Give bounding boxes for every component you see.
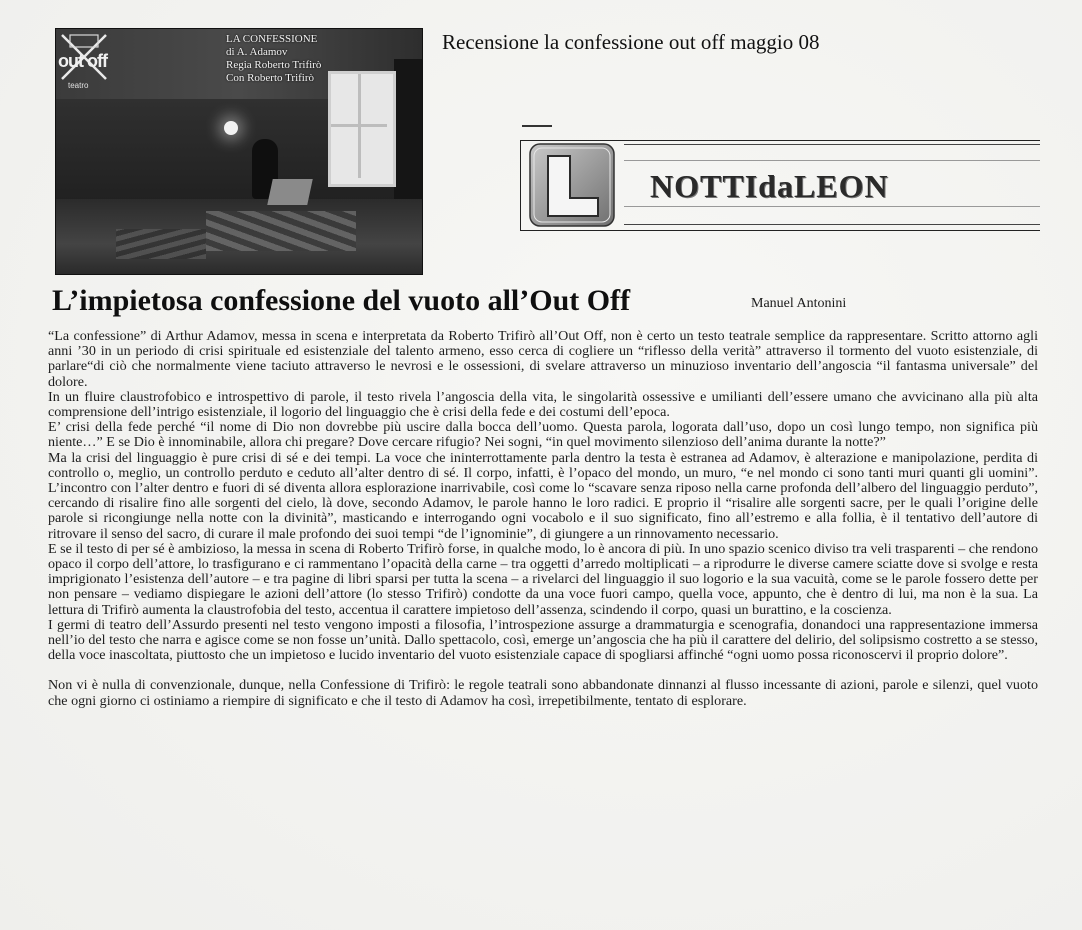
article-headline: L’impietosa confessione del vuoto all’Out Off (52, 284, 631, 317)
article-paragraph: E’ crisi della fede perché “il nome di Dio non dovrebbe più uscire dalla bocca dell’uomo. Questa parola, logorata dall’uso, dopo un così lungo tempo, non significa più niente…” E se Dio è innominabile, allora chi pregare? Dove cercare rifugio? Nei sogni, “in quel movimento silenzioso dell’anima durante la notte?” (48, 419, 1038, 451)
divider (624, 206, 1040, 207)
credit-line: Regia Roberto Trifirò (226, 59, 322, 71)
article-paragraph: Ma la crisi del linguaggio è pure crisi di sé e dei tempi. La voce che ininterrottamente parla dentro la testa è estranea ad Adamov, è alterazione e manipolazione, perdita di controllo o, meglio, un controllo perduto e ceduto all’alter dentro di sé. Il corpo, infatti, è l’opaco del mondo, un muro, “e nel mondo ci sono tanti muri quanti gli uomini”. L’incontro con l’alter dentro e fuori di sé diventa allora esplorazione inarrivabile, così come lo “scavare senza riposo nella carne profonda dell’albero del linguaggio perduto”, cercando di risalire fino alle sorgenti del cielo, là dove, secondo Adamov, le parole hanno le loro radici. E proprio il “risalire alle sorgenti sacre, per le quali l’origine delle parole si ricongiunge nella notte con la divinità”, masticando e interrogando ogni vocabolo e il suo significato, fino all’estremo e alla follia, è il tentativo dell’autore di ritrovare il senso del sacro, di curare il male profondo dei suoi tempi “de l’ignominie”, di giungere a un rinnovamento necessario. (48, 449, 1038, 542)
photo-lamp (224, 121, 238, 135)
photo-credits (226, 33, 321, 85)
logo-subtext: teatro (68, 81, 89, 90)
article-body (48, 329, 1038, 709)
article-paragraph: In un fluire claustrofobico e introspettivo di parole, il testo rivela l’angoscia della vita, le singolarità ossessive e umilianti dell’essere umano che avvicinano alla più alta comprensione dell’intrigo esistenziale, il logorio del linguaggio che è crisi della fede e dei costumi dell’epoca. (48, 388, 1038, 421)
out-off-logo (56, 31, 112, 91)
photo-clutter (206, 211, 356, 251)
credit-line: LA CONFESSIONE (226, 33, 318, 45)
letter-L-icon (526, 142, 618, 228)
divider (520, 140, 521, 230)
divider (624, 160, 1040, 161)
brand-name: NOTTIdaLEON (650, 168, 889, 204)
article-author: Manuel Antonini (751, 296, 847, 311)
article-paragraph: E se il testo di per sé è ambizioso, la messa in scena di Roberto Trifirò forse, in qualche modo, lo è ancora di più. In uno spazio scenico diviso tra veli trasparenti – che rendono opaco il corpo dell’attore, lo trasfigurano e ci rammentano l’opacità della carne – tra oggetti d’arredo moltiplicati – a riprodurre le diverse camere sciatte dove si svolge e resta imprigionato l’esistenza dell’autore – e tra pagine di libri sparsi per tutta la scena – a rivelarci del linguaggio il suo logorio e la sua vacuità, come se le parole fossero dette per non pensare – vediamo dispiegare le azioni dell’attore (lo stesso Trifirò) condotte da una voce fuori campo, quella voce, appunto, che è dentro di lui, ma non è la sua. La lettura di Trifirò aumenta la claustrofobia del testo, accentua il carattere impietoso dell’assenza, scindendo il corpo, quasi un burattino, e la coscienza. (48, 540, 1038, 618)
page-title: Recensione la confessione out off maggio 08 (442, 30, 820, 54)
divider (520, 230, 1040, 231)
credit-line: di A. Adamov (226, 46, 288, 58)
photo-chair (267, 179, 313, 205)
divider (624, 224, 1040, 225)
credit-line: Con Roberto Trifirò (226, 72, 315, 84)
divider (520, 140, 1040, 141)
divider (624, 144, 1040, 145)
photo-door (394, 59, 422, 209)
divider (522, 125, 552, 127)
stage-photo (55, 28, 423, 275)
article-paragraph: Non vi è nulla di convenzionale, dunque, nella Confessione di Trifirò: le regole teatrali sono abbandonate dinnanzi al flusso incessante di azioni, parole e silenzi, quel vuoto che ogni giorno ci ostiniamo a riempire di significato e che il testo di Adamov ha così, irrepetibilmente, tentato di esplorare. (48, 677, 1038, 709)
logo-word: out off (58, 51, 107, 71)
photo-clutter (116, 229, 206, 259)
brand-banner (520, 132, 1040, 232)
article-paragraph: I germi di teatro dell’Assurdo presenti nel testo vengono imposti a filosofia, l’introspezione assurge a drammaturgia e scenografia, donandoci una rappresentazione immersa nell’io del testo che narra e agisce come se non fosse un’unità. Dallo spettacolo, così, emerge un’angoscia che ha più il carattere del delirio, del solipsismo costretto a se stesso, della voce inascoltata, piuttosto che un impietoso e lucido inventario del vuoto esistenziale capace di spogliarsi affinché “ogni uomo possa riconoscervi il proprio dolore”. (48, 616, 1038, 664)
article-paragraph: “La confessione” di Arthur Adamov, messa in scena e interpretata da Roberto Trifirò all’Out Off, non è certo un testo teatrale semplice da rappresentare. Scritto attorno agli anni ’30 in un periodo di crisi spirituale ed esistenziale del talento armeno, esso cerca di cogliere un “riflesso della verità” attraverso il tormento del vuoto esistenziale, di parlare“di ciò che normalmente viene taciuto attraverso le nevrosi e le ossessioni, di svelare attraverso un minuzioso inventario dell’angoscia “il fantasma universale” del dolore. (48, 328, 1038, 390)
photo-window (328, 71, 396, 187)
